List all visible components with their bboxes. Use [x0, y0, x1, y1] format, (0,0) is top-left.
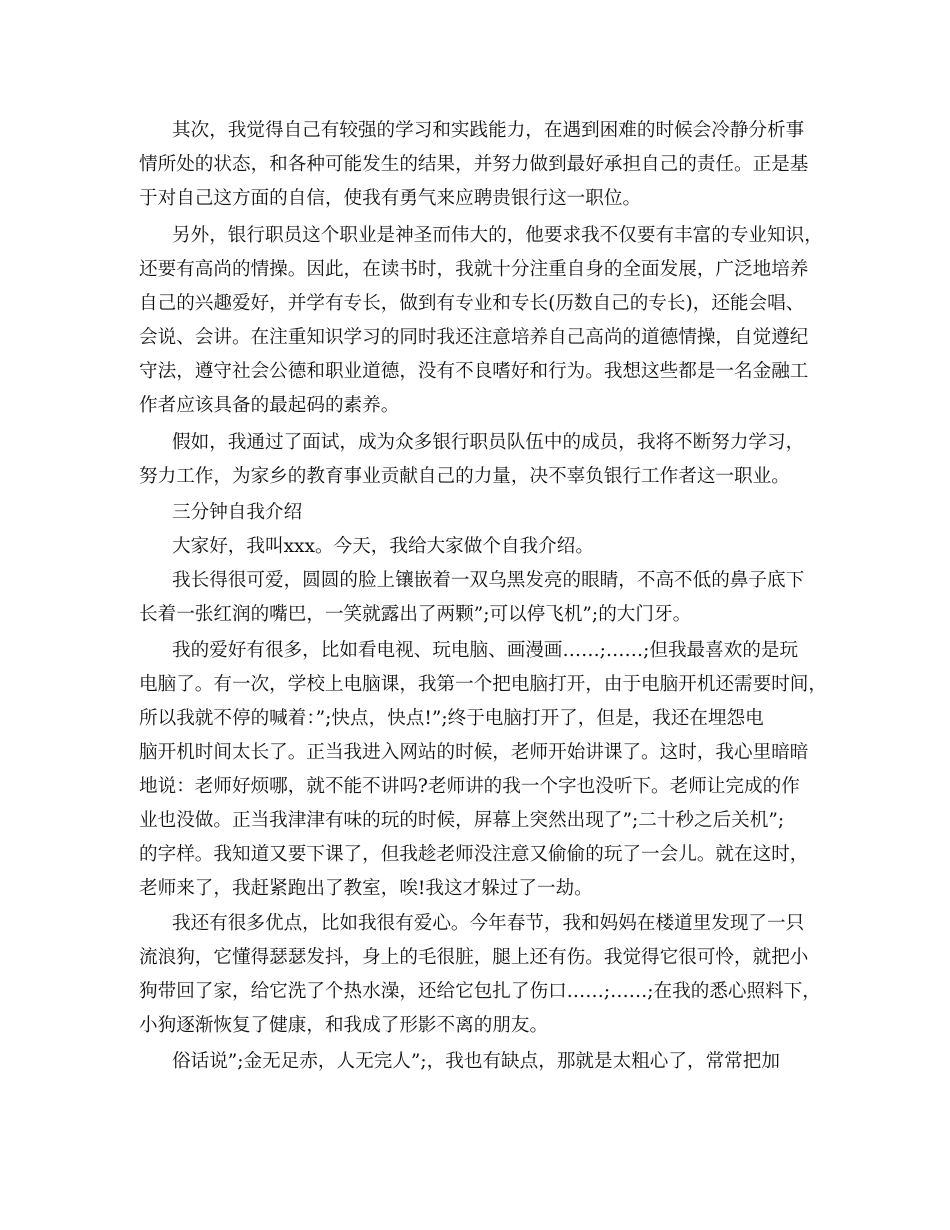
text-line: 电脑了。有一次，学校上电脑课，我第一个把电脑打开，由于电脑开机还需要时间， — [139, 674, 827, 695]
text-line: 我的爱好有很多，比如看电视、玩电脑、画漫画……;……;但我最喜欢的是玩 — [172, 640, 799, 661]
text-line: 守法，遵守社会公德和职业道德，没有不良嗜好和行为。我想这些都是一名金融工 — [139, 361, 809, 382]
text-line: 努力工作，为家乡的教育事业贡献自己的力量，决不辜负银行工作者这一职业。 — [139, 466, 790, 487]
text-line: 俗话说”;金无足赤，人无完人”;，我也有缺点，那就是太粗心了，常常把加 — [172, 1051, 780, 1072]
text-line: 其次，我觉得自己有较强的学习和实践能力，在遇到困难的时候会冷静分析事 — [172, 120, 805, 141]
text-line: 长着一张红润的嘴巴，一笑就露出了两颗”;可以停飞机”;的大门牙。 — [139, 604, 692, 625]
text-line: 狗带回了家，给它洗了个热水澡，还给它包扎了伤口……;……;在我的悉心照料下， — [139, 981, 821, 1002]
text-line: 老师来了，我赶紧跑出了教室，唉!我这才躲过了一劫。 — [139, 878, 593, 899]
text-line: 业也没做。正当我津津有味的玩的时候，屏幕上突然出现了”;二十秒之后关机”; — [139, 810, 785, 831]
text-line: 自己的兴趣爱好，并学有专长，做到有专业和专长(历数自己的专长)，还能会唱、 — [139, 293, 805, 314]
text-line: 小狗逐渐恢复了健康，和我成了形影不离的朋友。 — [139, 1015, 549, 1036]
text-line: 作者应该具备的最起码的素养。 — [139, 395, 400, 416]
text-line: 情所处的状态，和各种可能发生的结果，并努力做到最好承担自己的责任。正是基 — [139, 154, 809, 175]
text-line: 脑开机时间太长了。正当我进入网站的时候，老师开始讲课了。这时，我心里暗暗 — [139, 742, 809, 763]
text-line: 流浪狗，它懂得瑟瑟发抖，身上的毛很脏，腿上还有伤。我觉得它很可怜，就把小 — [139, 947, 809, 968]
text-line: 我长得很可爱，圆圆的脸上镶嵌着一双乌黑发亮的眼睛，不高不低的鼻子底下 — [172, 570, 805, 591]
text-line: 的字样。我知道又要下课了，但我趁老师没注意又偷偷的玩了一会儿。就在这时， — [139, 844, 809, 865]
text-line: 另外，银行职员这个职业是神圣而伟大的，他要求我不仅要有丰富的专业知识， — [172, 225, 823, 246]
text-line: 地说：老师好烦哪，就不能不讲吗?老师讲的我一个字也没听下。老师让完成的作 — [139, 776, 800, 797]
text-line: 还要有高尚的情操。因此，在读书时，我就十分注重自身的全面发展，广泛地培养 — [139, 259, 809, 280]
text-line: 会说、会讲。在注重知识学习的同时我还注意培养自己高尚的道德情操，自觉遵纪 — [139, 327, 809, 348]
text-line: 于对自己这方面的自信，使我有勇气来应聘贵银行这一职位。 — [139, 188, 642, 209]
text-line: 大家好，我叫xxx。今天，我给大家做个自我介绍。 — [172, 536, 594, 557]
text-line: 假如，我通过了面试，成为众多银行职员队伍中的成员，我将不断努力学习， — [172, 432, 805, 453]
text-line: 我还有很多优点，比如我很有爱心。今年春节，我和妈妈在楼道里发现了一只 — [172, 913, 805, 934]
section-heading: 三分钟自我介绍 — [172, 502, 303, 523]
text-line: 所以我就不停的喊着：”;快点，快点!”;终于电脑打开了，但是，我还在埋怨电 — [139, 708, 764, 729]
